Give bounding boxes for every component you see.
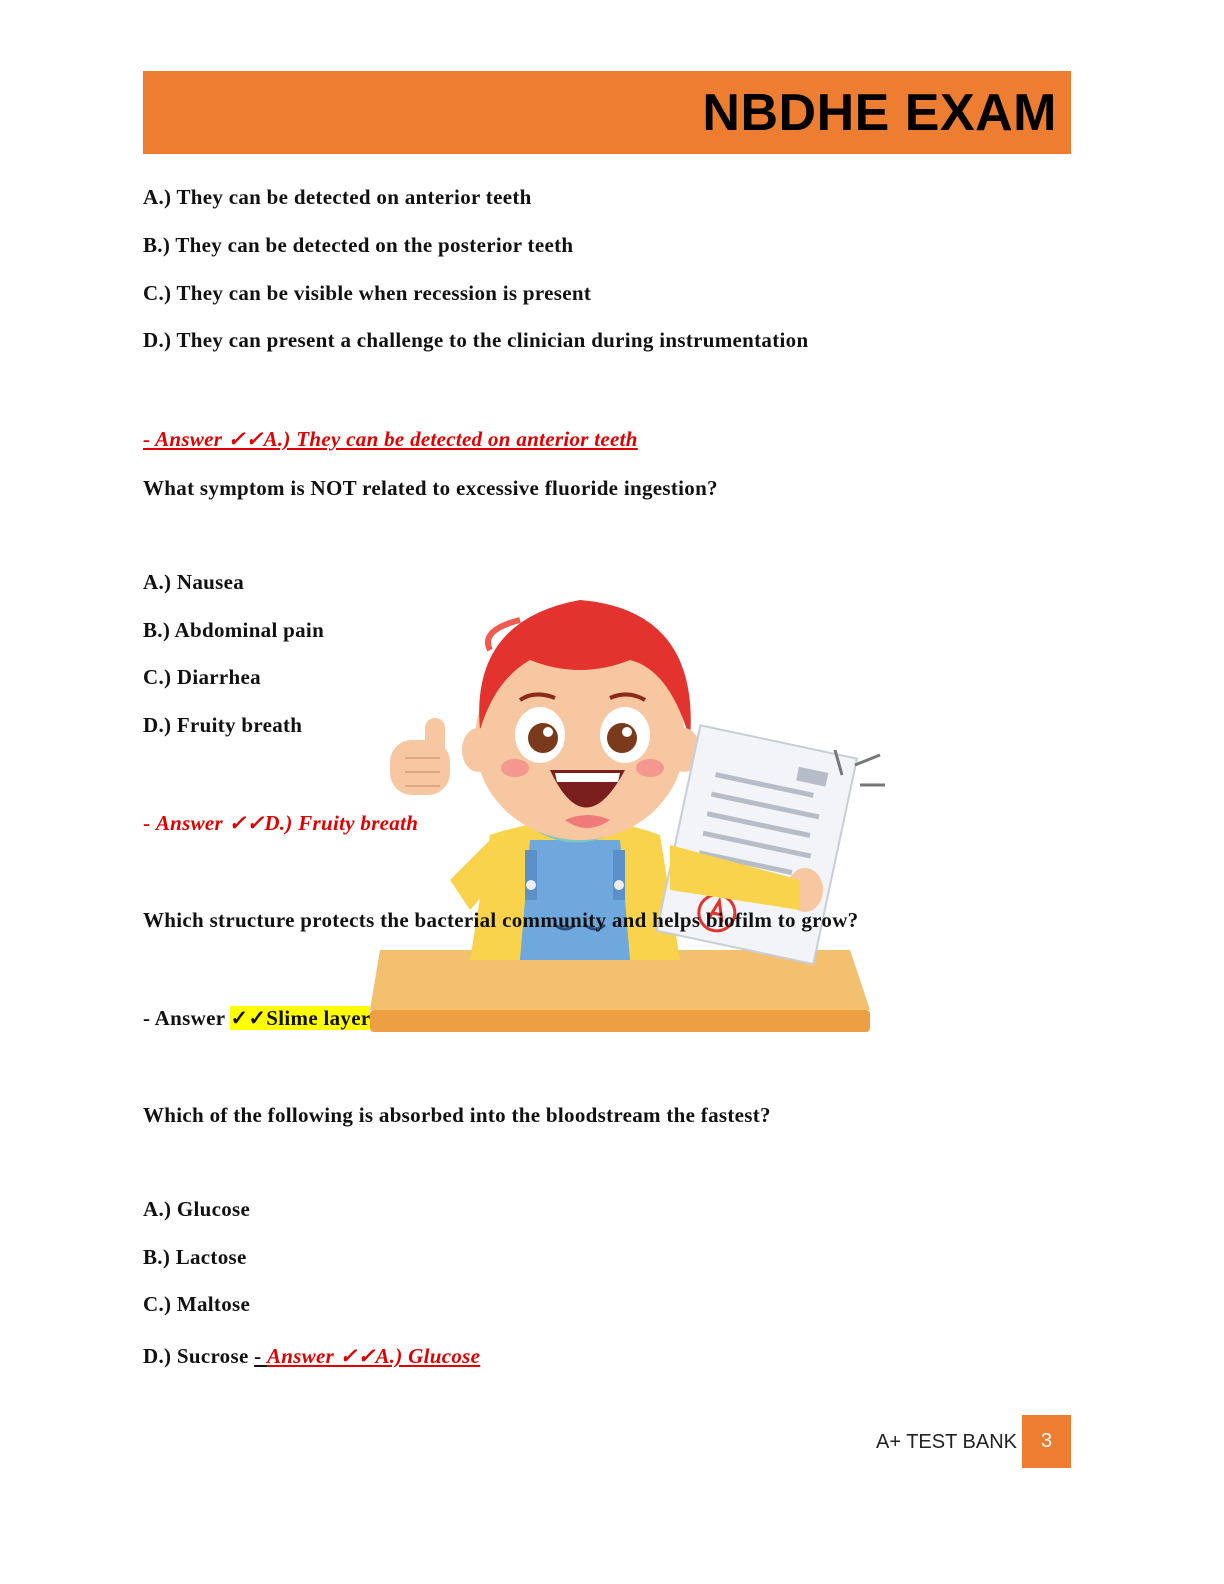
q4-option-d-text: D.) Sucrose	[143, 1344, 255, 1368]
q4-answer-text: Answer ✓✓A.) Glucose	[266, 1344, 481, 1368]
q3-answer-prefix: - Answer	[143, 1006, 231, 1030]
q1-answer	[143, 426, 638, 452]
q1-answer-text: Answer ✓✓A.) They can be detected on anterior teeth	[155, 427, 638, 451]
header-banner	[143, 71, 1071, 154]
q1-option-d: D.) They can present a challenge to the clinician during instrumentation	[143, 328, 809, 352]
q4-option-a: A.) Glucose	[143, 1197, 251, 1221]
q2-answer-text: Answer ✓✓D.) Fruity breath	[155, 811, 419, 835]
q1-answer-prefix: -	[143, 427, 156, 451]
header-title: NBDHE EXAM	[702, 84, 1057, 142]
q4-answer-prefix: -	[254, 1344, 267, 1368]
q2-option-d: D.) Fruity breath	[143, 713, 303, 737]
q3-answer-text: ✓✓Slime layer	[230, 1006, 371, 1030]
footer-label: A+ TEST BANK	[876, 1431, 1017, 1453]
q2-option-b: B.) Abdominal pain	[143, 618, 325, 642]
q1-option-c: C.) They can be visible when recession is present	[143, 281, 592, 305]
q3-answer	[143, 1005, 370, 1031]
q3-question: Which structure protects the bacterial community and helps biofilm to grow?	[143, 908, 859, 932]
q2-option-c: C.) Diarrhea	[143, 665, 261, 689]
q4-option-d	[143, 1343, 480, 1369]
q2-answer	[143, 810, 418, 836]
q4-option-c: C.) Maltose	[143, 1292, 251, 1316]
q4-question: Which of the following is absorbed into the bloodstream the fastest?	[143, 1103, 771, 1127]
q2-answer-prefix: -	[143, 811, 156, 835]
q1-option-a: A.) They can be detected on anterior teeth	[143, 185, 532, 209]
q2-question: What symptom is NOT related to excessive fluoride ingestion?	[143, 476, 718, 500]
q2-option-a: A.) Nausea	[143, 570, 244, 594]
page-number: 3	[1022, 1415, 1071, 1468]
q4-option-b: B.) Lactose	[143, 1245, 247, 1269]
q1-option-b: B.) They can be detected on the posterior teeth	[143, 233, 574, 257]
